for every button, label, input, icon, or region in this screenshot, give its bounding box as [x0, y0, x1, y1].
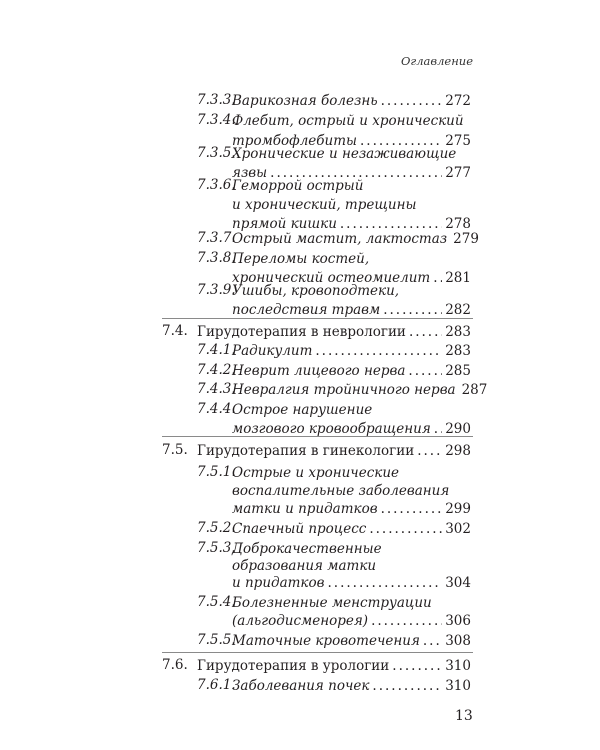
toc-entry-title: Радикулит	[232, 343, 313, 359]
toc-entry-title: Хронические и незаживающие	[232, 146, 457, 162]
toc-entry-title: Флебит, острый и хронический	[232, 113, 464, 129]
leader-dots	[372, 675, 442, 697]
toc-entry-line	[232, 110, 471, 132]
toc-entry-number: 7.6.1.	[197, 677, 236, 693]
toc-entry-title: последствия травм	[232, 302, 381, 318]
toc-entry-title: Геморрой острый	[232, 178, 364, 194]
toc-entry-number: 7.4.2.	[197, 362, 236, 378]
toc-section-number: 7.6.	[162, 657, 188, 673]
toc-entry-title: мозгового кровообращения	[232, 421, 431, 437]
toc-entry-page: 272	[445, 93, 471, 109]
toc-entry-line	[232, 518, 471, 540]
toc-entry-number: 7.5.3.	[197, 540, 236, 556]
toc-entry-page: 282	[445, 302, 471, 318]
toc-entry-line	[232, 498, 471, 520]
toc-entry-line	[232, 90, 471, 112]
toc-entry-page: 302	[445, 521, 471, 537]
toc-entry-title: Доброкачественные	[232, 541, 382, 557]
toc-section-page: 283	[445, 324, 471, 340]
toc-entry-number: 7.5.1.	[197, 464, 236, 480]
toc-entry-page: 290	[445, 421, 471, 437]
toc-entry-title: Спаечный процесс	[232, 521, 367, 537]
toc-entry-title: Переломы костей,	[232, 251, 370, 267]
toc-entry-page: 281	[445, 270, 471, 286]
toc-entry-page: 278	[445, 216, 471, 232]
toc-entry-line	[232, 610, 471, 632]
toc-section-page: 298	[445, 443, 471, 459]
leader-dots	[381, 90, 443, 112]
toc-entry-page: 299	[445, 501, 471, 517]
toc-entry-line	[232, 572, 471, 594]
toc-entry-title: Ушибы, кровоподтеки,	[232, 283, 400, 299]
toc-entry-title: образования матки	[232, 558, 377, 574]
toc-entry-title: хронический остеомиелит	[232, 270, 431, 286]
toc-entry-title: матки и придатков	[232, 501, 378, 517]
toc-entry-number: 7.5.2.	[197, 520, 236, 536]
toc-entry-page: 285	[445, 363, 471, 379]
toc-entry-title: и придатков	[232, 575, 325, 591]
leader-dots	[417, 440, 442, 462]
toc-entry-line	[232, 340, 471, 362]
running-title: Оглавление	[400, 54, 473, 68]
toc-section-title: Гирудотерапия в гинекологии	[197, 443, 415, 459]
leader-dots	[315, 340, 442, 362]
toc-entry-number: 7.3.7.	[197, 230, 236, 246]
toc-entry-number: 7.3.3.	[197, 92, 236, 108]
leader-dots	[381, 498, 443, 520]
toc-entry-number: 7.3.8.	[197, 250, 236, 266]
toc-entry-page: 308	[445, 633, 471, 649]
toc-entry-title: прямой кишки	[232, 216, 337, 232]
toc-entry-title: и хронический, трещины	[232, 197, 417, 213]
section-divider	[162, 318, 473, 319]
toc-entry-title: Варикозная болезнь	[232, 93, 378, 109]
toc-entry-number: 7.5.4.	[197, 594, 236, 610]
toc-entry-page: 287	[461, 382, 488, 398]
toc-entry-page: 306	[445, 613, 471, 629]
toc-entry-page: 283	[445, 343, 471, 359]
toc-entry-page: 277	[445, 165, 471, 181]
toc-entry-title: язвы	[232, 165, 268, 181]
section-divider	[162, 652, 473, 653]
leader-dots	[371, 610, 442, 632]
toc-section-number: 7.5.	[162, 442, 188, 458]
toc-entry-title: (альгодисменорея)	[232, 613, 369, 629]
toc-entry-title: Неврит лицевого нерва	[232, 363, 406, 379]
toc-entry-line	[232, 379, 488, 401]
toc-entry-number: 7.4.4.	[197, 401, 236, 417]
section-divider	[162, 436, 473, 437]
toc-entry-page: 310	[445, 678, 471, 694]
toc-section-title: Гирудотерапия в урологии	[197, 658, 390, 674]
toc-entry-title: Болезненные менструации	[232, 595, 432, 611]
toc-entry-number: 7.3.9.	[197, 282, 236, 298]
page-number: 13	[455, 708, 473, 724]
toc-entry-number: 7.4.3.	[197, 381, 236, 397]
toc-entry-page: 279	[453, 231, 479, 247]
toc-entry-line	[232, 630, 471, 652]
toc-entry-title: Маточные кровотечения	[232, 633, 420, 649]
toc-section-title: Гирудотерапия в неврологии	[197, 324, 406, 340]
toc-entry-title: Заболевания почек	[232, 678, 370, 694]
toc-entry-page: 304	[445, 575, 471, 591]
leader-dots	[392, 655, 442, 677]
toc-entry-number: 7.3.4.	[197, 112, 236, 128]
toc-entry-title: Острые и хронические	[232, 465, 399, 481]
toc-entry-line	[232, 228, 479, 250]
toc-entry-number: 7.4.1.	[197, 342, 236, 358]
toc-entry-number: 7.3.6.	[197, 177, 236, 193]
toc-entry-title: тромбофлебиты	[232, 133, 358, 149]
toc-entry-title: Острое нарушение	[232, 402, 373, 418]
toc-entry-page: 275	[445, 133, 471, 149]
leader-dots	[423, 630, 442, 652]
toc-entry-number: 7.5.5.	[197, 632, 236, 648]
toc-entry-title: воспалительные заболевания	[232, 483, 450, 499]
toc-entry-line	[232, 675, 471, 697]
toc-entry-number: 7.3.5.	[197, 145, 236, 161]
toc-entry-title: Острый мастит, лактостаз	[232, 231, 448, 247]
leader-dots	[327, 572, 442, 594]
toc-section-page: 310	[445, 658, 471, 674]
toc-section-number: 7.4.	[162, 323, 188, 339]
toc-section-line	[197, 440, 471, 462]
toc-section-line	[197, 655, 471, 677]
leader-dots	[369, 518, 442, 540]
toc-entry-title: Невралгия тройничного нерва	[232, 382, 456, 398]
